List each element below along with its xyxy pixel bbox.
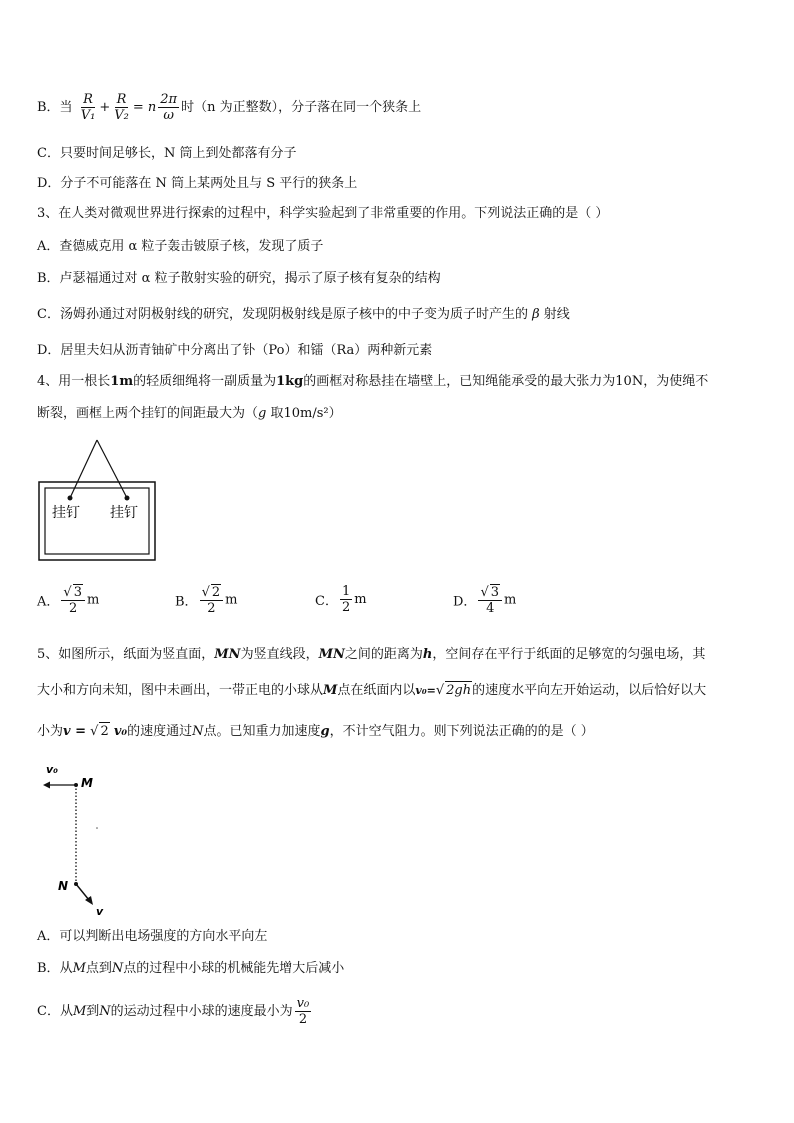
nail-right-icon	[125, 496, 130, 501]
fraction-v0-2	[295, 996, 312, 1027]
option-letter: A．	[37, 594, 60, 610]
option-letter: D．	[453, 594, 477, 610]
option-fraction	[200, 584, 224, 616]
picture-frame-figure	[36, 436, 158, 564]
option-fraction	[61, 584, 85, 616]
option-text: C．从	[37, 1004, 73, 1019]
m-symbol: M	[72, 961, 86, 976]
nail-left-label: 挂钉	[52, 505, 80, 521]
q2-option-b: B．当 $\frac{R}{\text{V₁}}$ + $\frac{R}{\text{V₂}}$ = n $\frac{2\pi}{\omega}$ 时（n 为正整数），分子落在同一个狭条上	[37, 92, 422, 123]
q3-option-b: B．卢瑟福通过对 α 粒子散射实验的研究，揭示了原子核有复杂的结构	[37, 271, 441, 286]
option-letter: B．	[175, 594, 198, 610]
sqrt-icon	[436, 683, 444, 698]
denominator: V₁	[80, 108, 96, 123]
v-arrow	[76, 884, 89, 900]
q3-stem: 3、在人类对微观世界进行探索的过程中，科学实验起到了非常重要的作用。下列说法正确的是（ ）	[37, 206, 609, 221]
radicand: 2	[100, 724, 109, 739]
force-value: 10N	[615, 374, 644, 389]
option-text: 到	[86, 1004, 100, 1019]
q5-option-b	[37, 960, 344, 978]
q4-option-b	[175, 584, 237, 616]
q2-option-c: C．只要时间足够长，N 筒上到处都落有分子	[37, 146, 297, 161]
numerator-sqrt	[478, 584, 502, 601]
h-symbol: h	[422, 647, 433, 662]
unit: m	[225, 592, 238, 608]
stem-text: 小为	[37, 724, 64, 739]
m-symbol: M	[72, 1004, 87, 1019]
q4-stem-line1	[37, 373, 708, 391]
mass-value: 1kg	[276, 374, 304, 389]
g-value: 取10m/s²	[270, 406, 329, 421]
option-fraction	[340, 584, 352, 615]
n-label: N	[58, 879, 69, 893]
stem-text: 4、用一根长	[37, 374, 111, 389]
denominator: 2	[298, 1012, 308, 1027]
option-text: 点到	[85, 961, 112, 976]
fraction-r-v2	[112, 92, 131, 123]
denominator: 2	[207, 601, 216, 616]
n-symbol: N	[99, 1004, 111, 1019]
stem-text: ，为使绳不	[643, 374, 709, 389]
stem-text: 点在纸面内以	[337, 683, 416, 698]
option-fraction	[478, 584, 502, 616]
q4-option-a	[37, 584, 99, 616]
option-c-text: C．汤姆孙通过对阴极射线的研究，发现阴极射线是原子核中的中子变为质子时产生的	[37, 307, 528, 322]
stem-text: 断裂，画框上两个挂钉的间距最大为（	[37, 406, 259, 421]
n-symbol: n	[147, 100, 157, 115]
q2-option-d: D．分子不可能落在 N 筒上某两处且与 S 平行的狭条上	[37, 176, 358, 191]
stem-text: 点。已知重力加速度	[203, 724, 321, 739]
mn-symbol: MN	[214, 647, 241, 662]
length-value: 1m	[110, 374, 134, 389]
denominator: V₂	[114, 108, 129, 123]
radicand: 2	[211, 585, 221, 600]
frame-outer	[39, 482, 155, 560]
radicand: 3	[490, 585, 500, 600]
mn-motion-figure	[36, 760, 126, 920]
stem-text: 的轻质细绳将一副质量为	[133, 374, 277, 389]
v0-label: v₀	[46, 763, 58, 776]
option-text: B．从	[37, 961, 73, 976]
m-label: M	[81, 776, 93, 790]
option-letter: C．	[315, 594, 338, 609]
n-symbol: N	[111, 961, 124, 976]
nail-left-icon	[68, 496, 73, 501]
sqrt-icon	[202, 585, 210, 600]
g-symbol: g	[258, 406, 267, 421]
radicand: 2gh	[446, 683, 472, 698]
stem-text: ，不计空气阻力。则下列说法正确的的是（ ）	[329, 724, 594, 739]
v0-symbol: v₀=	[415, 684, 436, 697]
denominator: 2	[341, 600, 351, 615]
fraction-r-v1	[79, 92, 98, 123]
stem-text: ）	[328, 406, 342, 421]
q5-option-c	[37, 996, 313, 1027]
v-symbol: v =	[63, 724, 86, 739]
rope-right	[97, 440, 127, 498]
numerator-sqrt	[200, 584, 224, 601]
g-symbol: g	[320, 724, 330, 739]
sqrt-icon	[480, 585, 488, 600]
v0-symbol: v₀	[113, 724, 128, 739]
m-symbol: M	[323, 683, 338, 698]
q3-option-d: D．居里夫妇从沥青铀矿中分离出了钋（Po）和镭（Ra）两种新元素	[37, 343, 433, 358]
nail-right-label: 挂钉	[110, 505, 138, 521]
numerator: v₀	[296, 996, 310, 1011]
unit: m	[354, 592, 367, 607]
q3-option-c	[37, 306, 570, 324]
numerator-sqrt	[61, 584, 85, 601]
numerator: R	[116, 92, 127, 107]
stem-text: 之间的距离为	[344, 647, 423, 662]
stem-text: 的画框对称悬挂在墙壁上，已知绳能承受的最大张力为	[303, 374, 616, 389]
v0-arrowhead-icon	[43, 782, 50, 789]
unit: m	[504, 592, 517, 608]
q5-stem-line1	[37, 646, 705, 664]
option-b-prefix: B．当	[37, 100, 73, 115]
rope-left	[70, 440, 97, 498]
q5-option-a: A．可以判断出电场强度的方向水平向左	[37, 929, 268, 944]
q3-option-a: A．查德威克用 α 粒子轰击铍原子核，发现了质子	[37, 239, 324, 254]
sqrt-icon	[90, 724, 98, 739]
option-text: 点的过程中小球的机械能先增大后减小	[123, 961, 345, 976]
denominator: 4	[486, 601, 495, 616]
stem-text: 大小和方向未知，图中未画出，一带正电的小球从	[37, 683, 324, 698]
stray-dot	[96, 827, 98, 829]
mn-symbol: MN	[318, 647, 345, 662]
stem-text: 为竖直线段，	[240, 647, 319, 662]
v-label: v	[96, 905, 104, 918]
stem-text: ，空间存在平行于纸面的足够宽的匀强电场，其	[432, 647, 706, 662]
numerator: 1	[341, 584, 351, 599]
denominator: 2	[69, 601, 78, 616]
denominator: ω	[163, 108, 174, 123]
stem-text: 5、如图所示，纸面为竖直面，	[37, 647, 215, 662]
option-text: 的运动过程中小球的速度最小为	[110, 1004, 293, 1019]
stem-text: 的速度通过	[127, 724, 193, 739]
q5-stem-line3	[37, 722, 594, 741]
q5-stem-line2	[37, 681, 706, 700]
stem-text: 的速度水平向左开始运动，以后恰好以大	[472, 683, 707, 698]
q4-option-c	[315, 584, 367, 615]
fraction-2pi-omega	[158, 92, 179, 123]
radicand: 3	[73, 585, 82, 600]
frame-inner	[45, 488, 149, 554]
n-symbol: N	[192, 724, 204, 739]
numerator: 2π	[160, 92, 178, 107]
beta-symbol: β	[532, 307, 540, 322]
option-b-suffix: 时（n 为正整数），分子落在同一个狭条上	[181, 100, 422, 115]
q4-stem-line2	[37, 405, 342, 423]
sqrt-icon	[63, 585, 71, 600]
unit: m	[86, 592, 100, 608]
option-c-end: 射线	[543, 307, 570, 322]
numerator: R	[83, 92, 93, 107]
q4-option-d	[453, 584, 516, 616]
